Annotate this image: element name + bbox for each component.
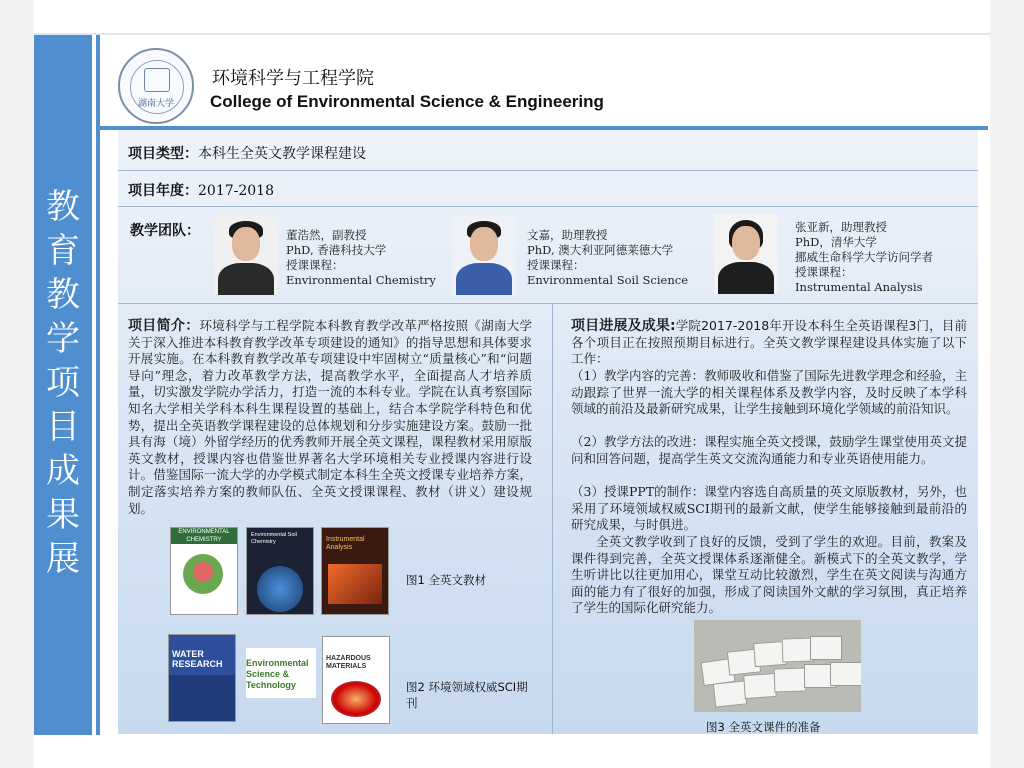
journal1-art: [169, 675, 235, 721]
sidebar: [34, 35, 92, 735]
book1-art-inner: [193, 562, 213, 582]
college-name-en: College of Environmental Science & Engineering: [210, 92, 604, 111]
sidebar-char: 项: [46, 363, 80, 403]
column-divider: [552, 304, 553, 734]
progress-section: [571, 318, 967, 368]
slide-sheet: [713, 680, 747, 707]
member-photo-1: [214, 215, 278, 295]
college-name-cn: 环境科学与工程学院: [212, 68, 374, 89]
textbook-cover-2: [246, 527, 314, 615]
project-year-row: [128, 180, 274, 200]
slide-sheet: [830, 662, 861, 686]
slide-sheet: [810, 636, 842, 660]
progress-conclusion: 全英文教学收到了良好的反馈，受到了学生的欢迎。目前，教案及课件得到完善，全英文授课体系逐渐健全。新模式下的全英文教学，学生听讲比以往更加用心，课堂互动比较激烈，学生在英文阅读与沟通方面的能力有了很好的加强，形成了阅读国外文献的学习氛围，真正培养了学生的国际化研究能力。: [571, 534, 967, 616]
progress-item-1: （1）教学内容的完善：教师吸收和借鉴了国际先进教学理念和经验，主动跟踪了世界一流大学的相关课程体系及教学内容，及时反映了本学科领域的前沿及最新研究成果，让学生接触到环境化学领域的前沿知识。: [571, 368, 967, 417]
sidebar-char: 目: [46, 407, 80, 447]
sidebar-char: 展: [46, 539, 80, 579]
book2-earth-art: [257, 566, 303, 612]
photo-face: [732, 226, 760, 260]
journal3-title: HAZARDOUS MATERIALS: [326, 655, 371, 670]
sidebar-char: 果: [46, 495, 80, 535]
journal-cover-hazardous-materials: [322, 636, 390, 724]
sidebar-char: 教: [46, 187, 80, 227]
project-type-row: [128, 143, 366, 163]
sidebar-char: 教: [46, 275, 80, 315]
figure1-caption: 图1 全英文教材: [406, 573, 486, 587]
progress-item-2: （2）教学方法的改进：课程实施全英文授课，鼓励学生课堂使用英文提问和回答问题，提高学生英文交流沟通能力和专业英语使用能力。: [571, 434, 967, 466]
progress-intro: 学院2017-2018年开设本科生全英语课程3门，目前各个项目正在按照预期目标进行。全英文教学课程建设具体实施了以下工作：: [571, 318, 967, 367]
member-photo-3: [714, 214, 778, 294]
row-divider: [118, 206, 978, 207]
progress-heading: 项目进展及成果:: [571, 318, 676, 334]
journal-logo-est: [246, 648, 316, 698]
logo-building-icon: [144, 68, 170, 92]
sidebar-edge-line: [96, 35, 100, 735]
member-info-1: 董浩然，副教授 PhD, 香港科技大学 授课课程： Environmental Chemistry: [286, 228, 436, 287]
textbook-cover-1: [170, 527, 238, 615]
member-info-3: 张亚新，助理教授 PhD，清华大学 挪威生命科学大学访问学者 授课课程： Instrumental Analysis: [795, 220, 933, 294]
textbook-cover-3: [321, 527, 389, 615]
team-label: 教学团队：: [130, 223, 200, 239]
photo-face: [470, 227, 498, 261]
photo-body: [218, 263, 274, 295]
slide-sheet: [743, 673, 777, 699]
progress-item-3: （3）授课PPT的制作：课堂内容选自高质量的英文原版教材，另外，也采用了环境领域权威SCI期刊的最新文献，使学生能够接触到最前沿的研究成果，与时俱进。: [571, 484, 967, 533]
sidebar-title: [34, 185, 92, 581]
section-divider: [118, 303, 978, 304]
logo-text: 湖南大学: [137, 99, 174, 109]
book1-title: ENVIRONMENTAL CHEMISTRY: [171, 528, 237, 544]
member-photo-2: [452, 215, 516, 295]
sidebar-char: 学: [46, 319, 80, 359]
sidebar-char: 成: [46, 451, 80, 491]
journal1-title: WATER RESEARCH: [172, 649, 223, 669]
intro-text: 环境科学与工程学院本科教育教学改革严格按照《湖南大学关于深入推进本科教育教学改革专项建设的通知》的指导思想和具体要求开展实施。在本科教育教学改革专项建设中牢固树立“质量核心”和“问题导向”理念，着力改革教学方法，提高教学水平，全面提高人才培养质量，切实激发学院办学活力，打造一流的本科专业。学院在认真考察国际知名大学相关学科本科生课程设置的基础上，结合本学院学科特色和优势，提出全英语教学课程建设的总体规划和分步实施建设方案。鼓励一批具有海（境）外留学经历的优秀教师开展全英文课程，课程教材采用原版英文教材，授课内容也借鉴世界著名大学环境相关专业授课内容进行设计。借鉴国际一流大学的办学模式制定本科生全英文授课专业培养方案，制定落实培养方案的教师队伍、全英文授课课程、教材（讲义）建设规划。: [128, 318, 532, 516]
figure3-caption: 图3 全英文课件的准备: [706, 720, 821, 734]
project-type-value: 本科生全英文教学课程建设: [198, 146, 366, 162]
courseware-photo: [694, 620, 861, 712]
book3-art: [328, 564, 382, 604]
book3-title: Instrumental Analysis: [326, 536, 365, 551]
figure2-caption: 图2 环境领域权威SCI期刊: [406, 680, 528, 710]
journal3-art: [331, 681, 381, 717]
photo-face: [232, 227, 260, 261]
slide-sheet: [774, 667, 807, 692]
photo-body: [456, 263, 512, 295]
intro-paragraph: [128, 318, 532, 517]
row-divider: [118, 170, 978, 171]
sidebar-char: 育: [46, 231, 80, 271]
intro-heading: 项目简介：: [128, 318, 200, 334]
university-logo: [118, 48, 194, 124]
project-type-label: 项目类型：: [128, 146, 198, 162]
project-year-label: 项目年度：: [128, 183, 198, 199]
team-label-row: [130, 220, 200, 240]
photo-body: [718, 262, 774, 294]
project-year-value: 2017-2018: [198, 183, 274, 199]
book2-title: Environmental Soil Chemistry: [251, 532, 297, 545]
journal2-title: Environmental Science & Technology: [246, 658, 309, 690]
journal-cover-water-research: [168, 634, 236, 722]
member-info-2: 文嘉，助理教授 PhD, 澳大利亚阿德莱德大学 授课课程： Environmental Soil Science: [527, 228, 688, 287]
